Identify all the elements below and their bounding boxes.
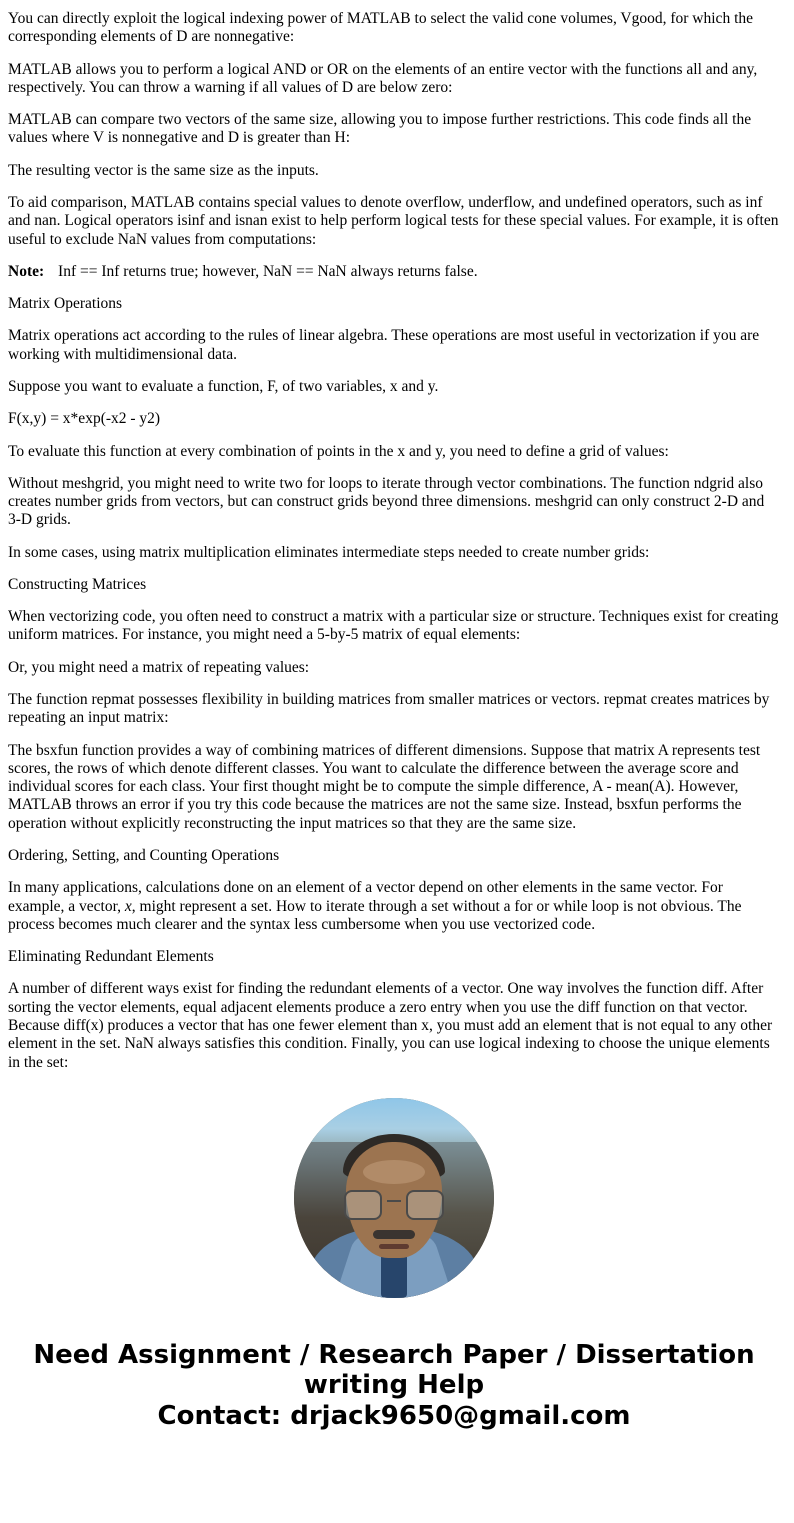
paragraph-matrix-operations-intro: Matrix operations act according to the rules of linear algebra. These operations are most useful in vectorization if you are working with multidimensional data. [8, 327, 760, 363]
paragraph-inf-nan: To aid comparison, MATLAB contains special values to denote overflow, underflow, and undefined operators, such as inf and nan. Logical operators isinf and isnan exist to help perform logical tests for these special values. For example, it is often useful to exclude NaN values from computations: [8, 193, 779, 248]
paragraph-resulting-vector: The resulting vector is the same size as the inputs. [8, 161, 319, 179]
heading-ordering-setting-counting: Ordering, Setting, and Counting Operations [8, 847, 280, 864]
promo-line-2: writing Help [303, 1370, 485, 1401]
paragraph-grid-of-values: To evaluate this function at every combination of points in the x and y, you need to define a grid of values: [8, 442, 669, 460]
note-label: Note: [8, 262, 45, 280]
note-block [8, 263, 780, 281]
avatar-container [8, 1098, 780, 1298]
promo-text-block [8, 1340, 780, 1431]
paragraph-repmat: The function repmat possesses flexibility in building matrices from smaller matrices or vectors. repmat creates matrices by repeating an input matrix: [8, 691, 770, 727]
paragraph-uniform-matrices: When vectorizing code, you often need to construct a matrix with a particular size or structure. Techniques exist for creating uniform matrices. For instance, you might need a 5-by-5 matrix of equal elements: [8, 608, 779, 644]
vector-paragraph-before: In many applications, calculations done on an element of a vector depend on other elements in the same vector. For example, a vector, [8, 879, 723, 915]
avatar [294, 1098, 494, 1298]
avatar-mouth [379, 1244, 409, 1249]
avatar-glasses-bridge [387, 1200, 401, 1202]
paragraph-matrix-multiplication: In some cases, using matrix multiplication eliminates intermediate steps needed to create number grids: [8, 543, 650, 561]
promo-section [8, 1098, 780, 1431]
heading-eliminating-redundant: Eliminating Redundant Elements [8, 948, 214, 966]
paragraph-all-any: MATLAB allows you to perform a logical AND or OR on the elements of an entire vector with the functions all and any, respectively. You can throw a warning if all values of D are below zero: [8, 60, 758, 96]
paragraph-vector-iteration [8, 879, 780, 934]
avatar-forehead-highlight [363, 1160, 425, 1184]
paragraph-meshgrid: Without meshgrid, you might need to write two for loops to iterate through vector combinations. The function ndgrid also creates number grids from vectors, but can construct grids beyond three dimensions. meshgrid can only construct 2-D and 3-D grids. [8, 474, 765, 529]
paragraph-diff-function: A number of different ways exist for finding the redundant elements of a vector. One way involves the function diff. After sorting the vector elements, equal adjacent elements produce a zero entry when you use the diff function on that vector. Because diff(x) produces a vector that has one fewer element than x, you must add an element that is not equal to any other element in the set. NaN always satisfies this condition. Finally, you can use logical indexing to choose the unique elements in the set: [8, 980, 773, 1071]
promo-contact-line: Contact: drjack9650@gmail.com [157, 1400, 631, 1431]
promo-line-1: Need Assignment / Research Paper / Dissertation [33, 1339, 755, 1370]
paragraph-bsxfun: The bsxfun function provides a way of combining matrices of different dimensions. Suppose that matrix A represents test scores, the rows of which denote different classes. You want to calculate the difference between the average score and individual scores for each class. Your first thought might be to compute the simple difference, A - mean(A). However, MATLAB throws an error if you try this code because the matrices are not the same size. Instead, bsxfun performs the operation without explicitly reconstructing the input matrices so that they are the same size. [8, 741, 761, 832]
paragraph-repeating-values: Or, you might need a matrix of repeating values: [8, 658, 310, 676]
paragraph-compare-vectors: MATLAB can compare two vectors of the same size, allowing you to impose further restrictions. This code finds all the values where V is nonnegative and D is greater than H: [8, 111, 752, 147]
avatar-mustache [373, 1230, 415, 1239]
vector-paragraph-emphasis: x [124, 897, 132, 915]
paragraph-suppose-function: Suppose you want to evaluate a function, F, of two variables, x and y. [8, 377, 439, 395]
heading-constructing-matrices: Constructing Matrices [8, 575, 147, 593]
paragraph-logical-indexing: You can directly exploit the logical indexing power of MATLAB to select the valid cone volumes, Vgood, for which the corresponding elements of D are nonnegative: [8, 10, 753, 46]
avatar-glasses-left-lens [344, 1190, 382, 1220]
note-text: Inf == Inf returns true; however, NaN == NaN always returns false. [58, 262, 478, 280]
vector-paragraph-after: , might represent a set. How to iterate through a set without a for or while loop is not obvious. The process becomes much clearer and the syntax less cumbersome when you use vectorized code. [8, 897, 742, 933]
paragraph-formula: F(x,y) = x*exp(-x2 - y2) [8, 410, 161, 428]
avatar-glasses-right-lens [406, 1190, 444, 1220]
heading-matrix-operations: Matrix Operations [8, 295, 123, 313]
